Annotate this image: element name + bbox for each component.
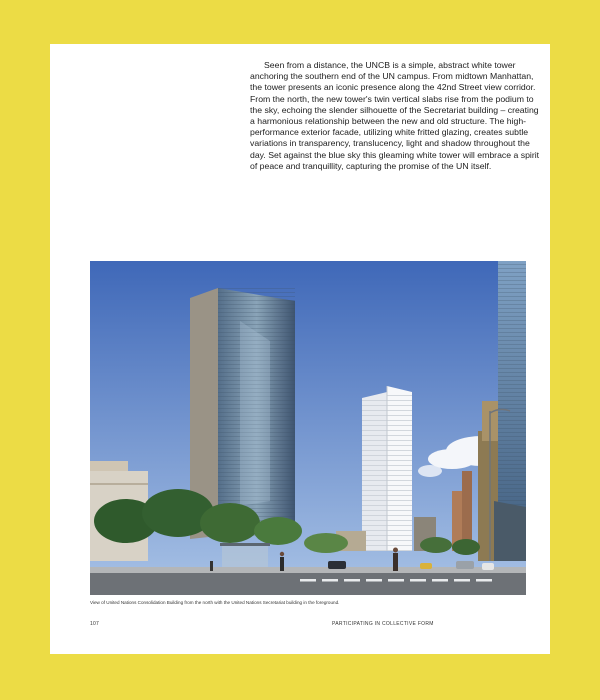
crosswalk bbox=[300, 579, 492, 582]
running-head: PARTICIPATING IN COLLECTIVE FORM bbox=[332, 621, 434, 627]
photo-illustration bbox=[90, 261, 526, 595]
photo-caption: View of United Nations Consolidation Building from the north with the United Nations Secretariat building in the foreground. bbox=[90, 600, 340, 605]
uncb-tower bbox=[362, 386, 412, 551]
book-page bbox=[50, 44, 550, 654]
street-photograph bbox=[90, 261, 526, 595]
page-number: 107 bbox=[90, 621, 99, 627]
body-paragraph: Seen from a distance, the UNCB is a simple, abstract white tower anchoring the southern end of the UN campus. From midtown Manhattan, the tower presents an iconic presence along the 42nd Street view corridor. From the north, the new tower's twin vertical slabs rise from the podium to the sky, echoing the slender silhouette of the Secretariat building – creating a harmonious relationship between the new and old structure. The high-performance exterior facade, utilizing white fritted glazing, creates subtle variations in transparency, translucency, light and shadow throughout the day. Set against the blue sky this gleaming white tower will embrace a spirit of peace and tranquillity, capturing the promise of the UN itself. bbox=[250, 60, 540, 171]
street bbox=[90, 573, 526, 595]
